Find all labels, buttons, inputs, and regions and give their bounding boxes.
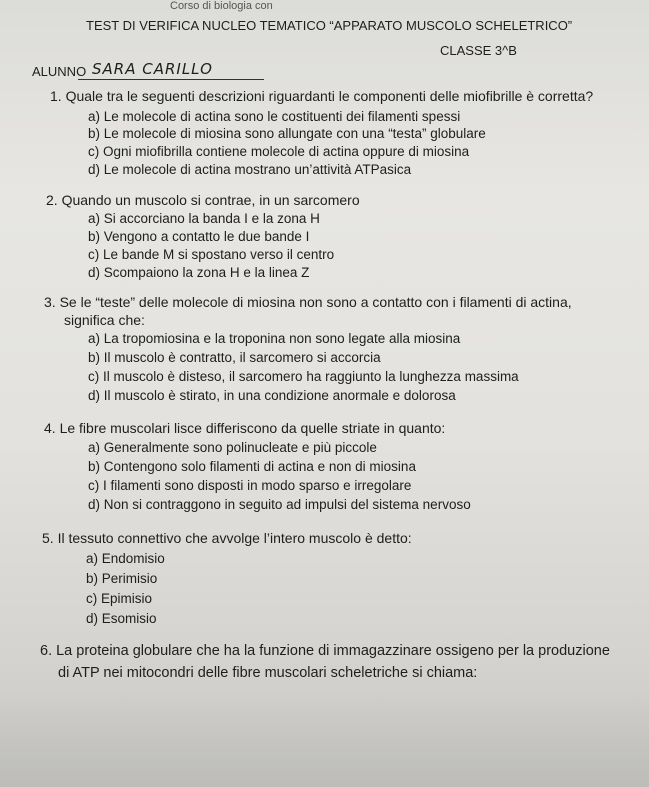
question-2-option-d[interactable]: d) Scompaiono la zona H e la linea Z — [88, 265, 310, 280]
student-name-line — [78, 79, 264, 80]
student-name-handwritten[interactable]: SARA CARILLO — [92, 60, 213, 78]
question-4-option-d[interactable]: d) Non si contraggono in seguito ad impulsi del sistema nervoso — [88, 497, 471, 512]
student-label: ALUNNO — [32, 64, 87, 79]
page-shadow — [0, 690, 649, 787]
question-3-continuation: significa che: — [64, 312, 145, 328]
question-5-option-c[interactable]: c) Epimisio — [86, 591, 153, 606]
question-2-option-b[interactable]: b) Vengono a contatto le due bande I — [88, 229, 310, 244]
question-3: 3. Se le “teste” delle molecole di miosina non sono a contatto con i filamenti di actina, — [44, 294, 572, 310]
question-3-option-d[interactable]: d) Il muscolo è stirato, in una condizione anormale e dolorosa — [88, 388, 456, 403]
question-1-option-a[interactable]: a) Le molecole di actina sono le costituenti dei filamenti spessi — [88, 109, 461, 124]
question-4: 4. Le fibre muscolari lisce differiscono da quelle striate in quanto: — [44, 420, 446, 436]
question-4-option-a[interactable]: a) Generalmente sono polinucleate e più piccole — [88, 440, 377, 455]
question-5: 5. Il tessuto connettivo che avvolge l’intero muscolo è detto: — [42, 530, 412, 546]
question-6: 6. La proteina globulare che ha la funzione di immagazzinare ossigeno per la produzione — [40, 643, 610, 659]
question-1-option-d[interactable]: d) Le molecole di actina mostrano un’attività ATPasica — [88, 162, 412, 177]
question-5-option-a[interactable]: a) Endomisio — [86, 551, 165, 566]
test-title: TEST DI VERIFICA NUCLEO TEMATICO “APPARATO MUSCOLO SCHELETRICO” — [86, 18, 573, 33]
question-1-option-b[interactable]: b) Le molecole di miosina sono allungate con una “testa” globulare — [88, 126, 486, 141]
question-2-option-c[interactable]: c) Le bande M si spostano verso il centro — [88, 247, 335, 262]
question-2-option-a[interactable]: a) Si accorciano la banda I e la zona H — [88, 211, 320, 226]
question-4-option-b[interactable]: b) Contengono solo filamenti di actina e non di miosina — [88, 459, 416, 474]
question-1-option-c[interactable]: c) Ogni miofibrilla contiene molecole di actina oppure di miosina — [88, 144, 470, 159]
question-2: 2. Quando un muscolo si contrae, in un sarcomero — [46, 192, 360, 208]
course-header: Corso di biologia con — [170, 0, 273, 12]
question-4-option-c[interactable]: c) I filamenti sono disposti in modo sparso e irregolare — [88, 478, 412, 493]
question-5-option-d[interactable]: d) Esomisio — [86, 611, 157, 626]
question-3-option-a[interactable]: a) La tropomiosina e la troponina non sono legate alla miosina — [88, 331, 461, 346]
class-label: CLASSE 3^B — [440, 43, 517, 58]
question-3-option-c[interactable]: c) Il muscolo è disteso, il sarcomero ha raggiunto la lunghezza massima — [88, 369, 519, 384]
question-5-option-b[interactable]: b) Perimisio — [86, 571, 158, 586]
question-3-option-b[interactable]: b) Il muscolo è contratto, il sarcomero si accorcia — [88, 350, 381, 365]
question-6-continuation: di ATP nei mitocondri delle fibre muscolari scheletriche si chiama: — [58, 665, 478, 681]
question-1: 1. Quale tra le seguenti descrizioni riguardanti le componenti delle miofibrille è corretta? — [50, 88, 594, 104]
